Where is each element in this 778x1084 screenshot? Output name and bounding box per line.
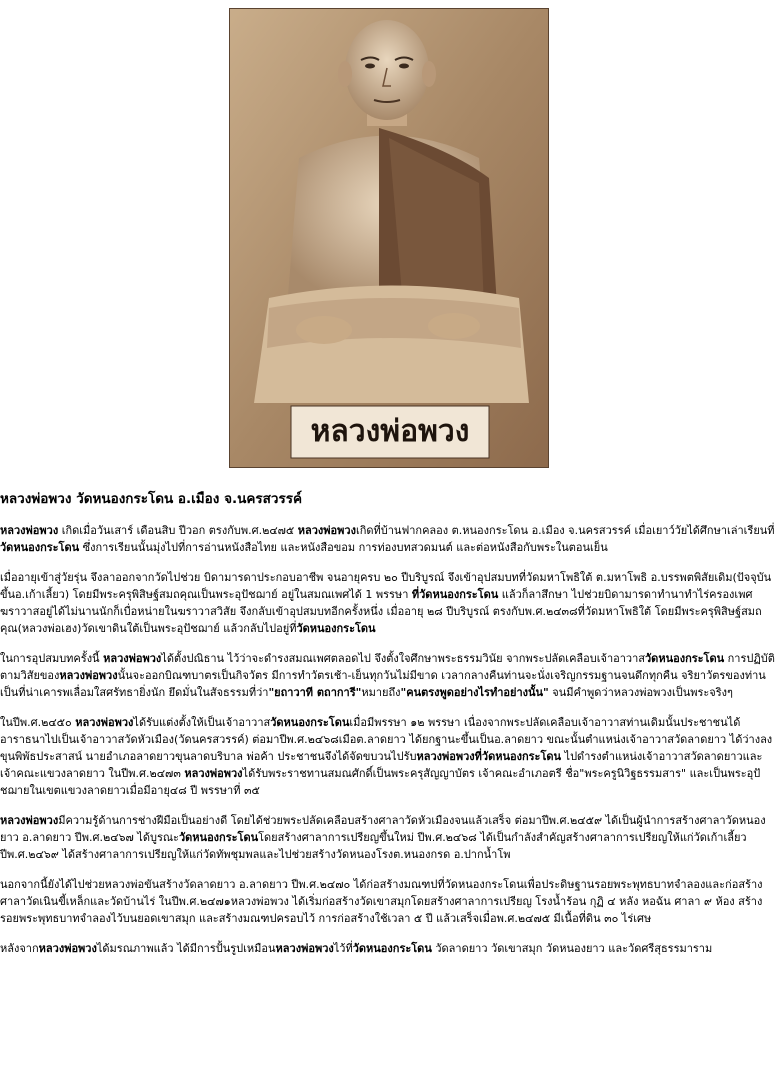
bold-run: หลวงพ่อพวง [297,524,356,537]
monk-portrait-photo [229,8,549,468]
bold-run: หลวงพ่อพวง [59,669,118,682]
paragraph-1 [0,522,778,556]
text-run: นั้นจะออกบิณฑบาตรเป็นกิจวัตร มีการทำวัตรเช้า-เย็นทุกวันไม่มีขาด เวลากลางคืนท่านจะนั่งเจริญกรรมฐานจนดึกทุกคืน จริยาวัตรของท่าน เป็นที่น่าเคารพเลื่อมใสศรัทธายิ่งนัก ยึดมั่นในสัจธรรมที่ว่า [0,669,766,699]
bold-run: หลวงพ่อพวง [0,814,59,827]
bold-run: ที่วัดหนองกระโดน [411,588,499,601]
bold-run: หลวงพ่อพวง [275,942,334,955]
text-run: ไปดำรงตำแหน่งเจ้าอาวาสวัดลาดยาวและเจ้าคณะแขวงลาดยาว ในปีพ.ศ.๒๔๗๓ [0,750,763,780]
bold-run: หลวงพ่อพวง [75,716,134,729]
text-run: เกิดเมื่อวันเสาร์ เดือนสิบ ปีวอก ตรงกับพ.ศ.๒๔๗๕ [58,524,298,537]
text-run: เมื่อมีพรรษา ๑๒ พรรษา เนื่องจากพระปลัดเคลือบเจ้าอาวาสท่านเดิมนั้นประชาชนได้อาราธนาไปเป็นเจ้าอาวาสวัดหัวเมือง(วัดนครสวรรค์) ต่อมาปีพ.ศ.๒๔๖๘เมือต.ลาดยาว ได้ยกฐานะขึ้นเป็นอ.ลาดยาว ขณะนั้นตำแหน่งเจ้าอาวาสวัดลาดยาว ได้ว่างลง ขุนพิพัธประสาสน์ นายอำเภอลาดยาวขุนลาดบริบาล พ่อค้า ประชาชนจึงได้จัดขบวนไปรับ [0,716,773,763]
text-run: มีความรู้ด้านการช่างฝีมือเป็นอย่างดี โดยได้ช่วยพระปลัดเคลือบสร้างศาลาวัดหัวเมืองจนแล้วเสร็จ ต่อมาปีพ.ศ.๒๔๕๙ ได้เป็นผู้นำการสร้างศาลาวัดหนองยาว อ.ลาดยาว ปีพ.ศ.๒๔๖๗ ได้บูรณะ [0,814,766,844]
text-run: ได้มรณภาพแล้ว ได้มีการปั้นรูปเหมือน [96,942,276,955]
bold-run: "คนตรงพูดอย่างไรทำอย่างนั้น" [400,686,549,699]
bold-run: วัดหนองกระโดน [0,541,80,554]
bold-run: วัดหนองกระโดน [296,622,376,635]
paragraph-2 [0,569,778,637]
text-run: ซึ่งการเรียนนั้นมุ่งไปที่การอ่านหนังสือไทย และหนังสือขอม การท่องบทสวดมนต์ และต่อหนังสือกับพระในตอนเย็น [79,541,608,554]
bold-run: "ยถาวาที ตถาการี" [268,686,362,699]
text-run: ในปีพ.ศ.๒๔๕๐ [0,716,76,729]
text-run: เมื่ออายุเข้าสู่วัยรุ่น จึงลาออกจากวัดไปช่วย บิดามารดาประกอบอาชีพ จนอายุครบ ๒๐ ปีบริบูรณ์ จึงเข้าอุปสมบทที่วัดมหาโพธิใต้ ต.มหาโพธิ อ.บรรพตพิสัยเดิม(ปัจจุบันขึ้นอ.เก้าเลี้ยว) โดยมีพระครุพิสิษฐ์สมถคุณเป็นพระอุปัชฌาย์ อยู่ในสมณเพศได้ 1 พรรษา [0,571,772,601]
paragraph-3 [0,650,778,701]
bold-run: หลวงพ่อพวงที่วัดหนองกระโดน [416,750,562,763]
text-run: หมายถึง [361,686,401,699]
text-run: ได้รับแต่งตั้งให้เป็นเจ้าอาวาส [133,716,271,729]
text-run: ได้ตั้งปณิธาน ไว้ว่าจะดำรงสมณเพศตลอดไป จึงตั้งใจศึกษาพระธรรมวินัย จากพระปลัดเคลือบเจ้าอาวาส [161,652,645,665]
photo-caption: หลวงพ่อพวง [310,414,470,449]
text-run: หลังจาก [0,942,39,955]
text-run: ได้รับพระราชทานสมณศักดิ์เป็นพระครุสัญญาบัตร เจ้าคณะอำเภอตรี ชื่อ"พระครูนิวิฐธรรมสาร" และเป็นพระอุปัชฌายในเขตแขวงลาดยาวเมื่อมีอายุ๔๘ ปี พรรษาที่ ๓๕ [0,767,761,797]
text-run: วัดลาดยาว วัดเขาสมุก วัดหนองยาว และวัดศรีสุธรรมาราม [431,942,713,955]
bold-run: หลวงพ่อพวง [38,942,97,955]
text-run: ไว้ที่ [333,942,353,955]
text-run: การปฏิบัติตามวิสัยของ [0,652,775,682]
bold-run: วัดหนองกระโดน [645,652,725,665]
text-run: ในการอุปสมบทครั้งนี้ [0,652,104,665]
paragraph-5 [0,812,778,863]
text-run: เกิดที่บ้านฟากคลอง ต.หนองกระโดน อ.เมือง จ.นครสวรรค์ เมื่อเยาว์วัยได้ศึกษาเล่าเรียนที่ [355,524,775,537]
paragraph-4 [0,714,778,799]
text-run: จนมีคำพูดว่าหลวงพ่อพวงเป็นพระจริงๆ [548,686,733,699]
bold-run: หลวงพ่อพวง [184,767,243,780]
paragraph-7 [0,940,778,957]
bold-run: วัดหนองกระโดน [178,831,259,844]
portrait-image [229,8,549,468]
article [0,490,778,970]
text-run: โดยสร้างศาลาการเปรียญขึ้นใหม่ ปีพ.ศ.๒๔๖๘ ได้เป็นกำลังสำคัญสร้างศาลาการเปรียญให้แก่วัดเก้าเลี้ยว ปีพ.ศ.๒๔๖๙ ได้สร้างศาลาการเปรียญให้แก่วัดทัพชุมพลและไปช่วยสร้างวัดหนองโรงต.หนองกรด อ.ปากน้ำโพ [0,831,747,861]
text-run: นอกจากนี้ยังได้ไปช่วยหลวงพ่อขันสร้างวัดลาดยาว อ.ลาดยาว ปีพ.ศ.๒๔๗๐ ได้ก่อสร้างมณฑปที่วัดหนองกระโดนเพื่อประดิษฐานรอยพระพุทธบาทจำลองและก่อสร้างศาลาวัดเนินขี้เหล็กและวัดบ้านไร่ ในปีพ.ศ.๒๔๗๑หลวงพ่อพวง ได้เริ่มก่อสร้างวัดเขาสมุกโดยสร้างศาลาการเปรียญ โรงน้ำร้อน กุฏิ ๔ หลัง หอฉัน ศาลา ๙ ห้อง สร้างรอยพระพุทธบาทจำลองไว้บนยอดเขาสมุก และสร้างมณฑปครอบไว้ การก่อสร้างใช้เวลา ๕ ปี แล้วเสร็จเมื่อพ.ศ.๒๔๗๕ มีเนื้อที่ดิน ๓๐ ไร่เศษ [0,878,763,925]
article-title: หลวงพ่อพวง วัดหนองกระโดน อ.เมือง จ.นครสวรรค์ [0,491,302,507]
text-run: แล้วก็ลาสึกษา ไปช่วยบิดามารดาทำนาทำไร่ครองเพศฆราวาสอยู่ได้ไม่นานนักก็เบื่อหน่ายในฆราวาสวิสัย จึงกลับเข้าอุปสมบทอีกครั้งหนึ่ง เมื่ออายุ ๒๘ ปีบริบูรณ์ ตรงกับพ.ศ.๒๔๓๘ที่วัดมหาโพธิใต้ โดยมีพระครุพิสิษฐ์สมถคุณ(หลวงพ่อเฮง)วัดเขาดินใต้เป็นพระอุปัชฌาย์ แล้วกลับไปอยู่ที่ [0,588,762,635]
bold-run: หลวงพ่อพวง [0,524,59,537]
bold-run: วัดหนองกระโดน [270,716,350,729]
paragraph-6 [0,876,778,927]
bold-run: หลวงพ่อพวง [103,652,162,665]
bold-run: วัดหนองกระโดน [352,942,432,955]
